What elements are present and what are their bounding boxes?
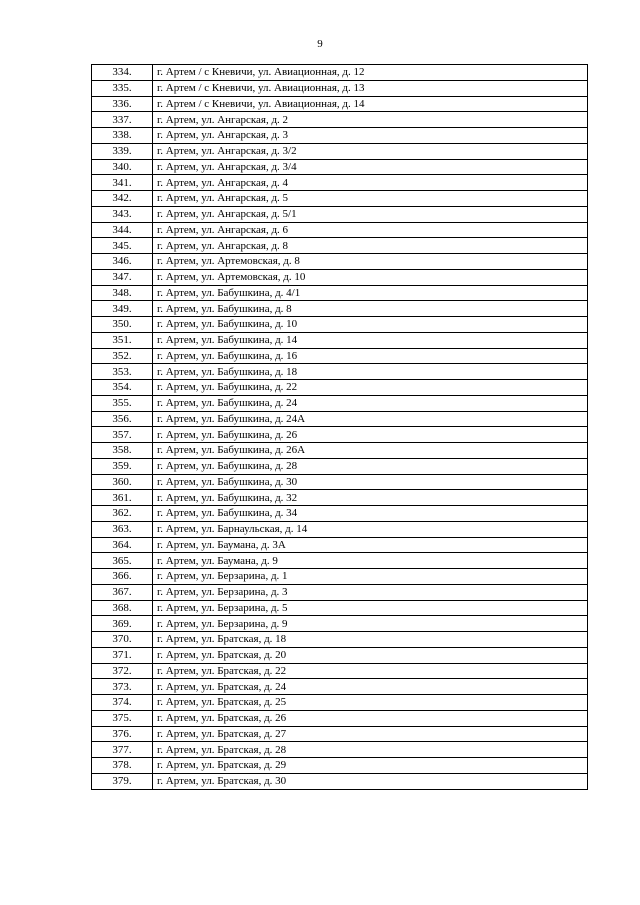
row-number: 335. bbox=[92, 80, 153, 96]
table-row bbox=[92, 301, 588, 317]
row-number: 341. bbox=[92, 175, 153, 191]
table-row bbox=[92, 443, 588, 459]
row-address: г. Артем, ул. Ангарская, д. 5 bbox=[153, 191, 588, 207]
table-row bbox=[92, 175, 588, 191]
table-row bbox=[92, 474, 588, 490]
row-number: 343. bbox=[92, 206, 153, 222]
table-row bbox=[92, 222, 588, 238]
row-number: 354. bbox=[92, 380, 153, 396]
row-number: 357. bbox=[92, 427, 153, 443]
row-number: 340. bbox=[92, 159, 153, 175]
row-address: г. Артем, ул. Ангарская, д. 6 bbox=[153, 222, 588, 238]
table-row bbox=[92, 647, 588, 663]
row-number: 359. bbox=[92, 458, 153, 474]
table-row bbox=[92, 254, 588, 270]
table-row bbox=[92, 742, 588, 758]
row-address: г. Артем, ул. Баумана, д. 9 bbox=[153, 553, 588, 569]
row-address: г. Артем, ул. Ангарская, д. 3/4 bbox=[153, 159, 588, 175]
table-row bbox=[92, 695, 588, 711]
row-number: 372. bbox=[92, 663, 153, 679]
table-row bbox=[92, 679, 588, 695]
row-number: 351. bbox=[92, 332, 153, 348]
row-address: г. Артем, ул. Бабушкина, д. 14 bbox=[153, 332, 588, 348]
table-row bbox=[92, 269, 588, 285]
row-number: 378. bbox=[92, 758, 153, 774]
row-number: 376. bbox=[92, 726, 153, 742]
table-row bbox=[92, 726, 588, 742]
row-address: г. Артем, ул. Бабушкина, д. 34 bbox=[153, 506, 588, 522]
row-address: г. Артем, ул. Берзарина, д. 3 bbox=[153, 584, 588, 600]
row-address: г. Артем, ул. Ангарская, д. 3/2 bbox=[153, 143, 588, 159]
table-row bbox=[92, 364, 588, 380]
table-row bbox=[92, 616, 588, 632]
row-number: 362. bbox=[92, 506, 153, 522]
row-address: г. Артем, ул. Бабушкина, д. 4/1 bbox=[153, 285, 588, 301]
row-address: г. Артем, ул. Берзарина, д. 9 bbox=[153, 616, 588, 632]
table-row bbox=[92, 348, 588, 364]
row-number: 347. bbox=[92, 269, 153, 285]
row-number: 371. bbox=[92, 647, 153, 663]
row-address: г. Артем, ул. Ангарская, д. 5/1 bbox=[153, 206, 588, 222]
row-address: г. Артем / с Кневичи, ул. Авиационная, д. 14 bbox=[153, 96, 588, 112]
table-row bbox=[92, 159, 588, 175]
table-row bbox=[92, 380, 588, 396]
row-address: г. Артем, ул. Братская, д. 18 bbox=[153, 632, 588, 648]
row-number: 348. bbox=[92, 285, 153, 301]
row-address: г. Артем, ул. Бабушкина, д. 24А bbox=[153, 411, 588, 427]
table-row bbox=[92, 285, 588, 301]
row-number: 363. bbox=[92, 521, 153, 537]
row-number: 349. bbox=[92, 301, 153, 317]
row-number: 344. bbox=[92, 222, 153, 238]
table-row bbox=[92, 238, 588, 254]
row-number: 358. bbox=[92, 443, 153, 459]
row-address: г. Артем, ул. Братская, д. 28 bbox=[153, 742, 588, 758]
table-row bbox=[92, 206, 588, 222]
row-address: г. Артем, ул. Братская, д. 22 bbox=[153, 663, 588, 679]
table-row bbox=[92, 458, 588, 474]
row-address: г. Артем, ул. Братская, д. 27 bbox=[153, 726, 588, 742]
row-number: 367. bbox=[92, 584, 153, 600]
row-number: 375. bbox=[92, 710, 153, 726]
row-address: г. Артем, ул. Бабушкина, д. 26 bbox=[153, 427, 588, 443]
row-number: 366. bbox=[92, 569, 153, 585]
row-address: г. Артем, ул. Артемовская, д. 8 bbox=[153, 254, 588, 270]
row-number: 345. bbox=[92, 238, 153, 254]
row-address: г. Артем, ул. Братская, д. 26 bbox=[153, 710, 588, 726]
row-address: г. Артем, ул. Ангарская, д. 2 bbox=[153, 112, 588, 128]
row-number: 337. bbox=[92, 112, 153, 128]
address-table-body bbox=[92, 65, 588, 790]
row-number: 379. bbox=[92, 773, 153, 789]
row-address: г. Артем, ул. Братская, д. 30 bbox=[153, 773, 588, 789]
row-number: 370. bbox=[92, 632, 153, 648]
row-number: 374. bbox=[92, 695, 153, 711]
table-row bbox=[92, 112, 588, 128]
table-row bbox=[92, 490, 588, 506]
row-number: 353. bbox=[92, 364, 153, 380]
row-address: г. Артем, ул. Братская, д. 20 bbox=[153, 647, 588, 663]
row-address: г. Артем, ул. Бабушкина, д. 24 bbox=[153, 395, 588, 411]
row-address: г. Артем, ул. Ангарская, д. 4 bbox=[153, 175, 588, 191]
table-row bbox=[92, 191, 588, 207]
row-address: г. Артем, ул. Берзарина, д. 1 bbox=[153, 569, 588, 585]
address-table bbox=[91, 64, 588, 790]
row-number: 350. bbox=[92, 317, 153, 333]
row-number: 352. bbox=[92, 348, 153, 364]
table-row bbox=[92, 395, 588, 411]
page-number: 9 bbox=[317, 38, 323, 50]
row-address: г. Артем, ул. Барнаульская, д. 14 bbox=[153, 521, 588, 537]
row-address: г. Артем, ул. Берзарина, д. 5 bbox=[153, 600, 588, 616]
table-row bbox=[92, 332, 588, 348]
row-number: 346. bbox=[92, 254, 153, 270]
row-number: 369. bbox=[92, 616, 153, 632]
table-row bbox=[92, 710, 588, 726]
table-row bbox=[92, 553, 588, 569]
table-row bbox=[92, 663, 588, 679]
table-row bbox=[92, 521, 588, 537]
table-row bbox=[92, 584, 588, 600]
table-row bbox=[92, 128, 588, 144]
row-address: г. Артем, ул. Бабушкина, д. 16 bbox=[153, 348, 588, 364]
table-row bbox=[92, 632, 588, 648]
row-address: г. Артем, ул. Бабушкина, д. 22 bbox=[153, 380, 588, 396]
row-number: 336. bbox=[92, 96, 153, 112]
row-address: г. Артем, ул. Баумана, д. 3А bbox=[153, 537, 588, 553]
row-address: г. Артем, ул. Братская, д. 29 bbox=[153, 758, 588, 774]
row-address: г. Артем, ул. Бабушкина, д. 26А bbox=[153, 443, 588, 459]
row-number: 338. bbox=[92, 128, 153, 144]
table-row bbox=[92, 600, 588, 616]
row-address: г. Артем, ул. Бабушкина, д. 30 bbox=[153, 474, 588, 490]
row-address: г. Артем / с Кневичи, ул. Авиационная, д. 13 bbox=[153, 80, 588, 96]
row-number: 360. bbox=[92, 474, 153, 490]
row-number: 355. bbox=[92, 395, 153, 411]
row-number: 342. bbox=[92, 191, 153, 207]
row-address: г. Артем / с Кневичи, ул. Авиационная, д. 12 bbox=[153, 65, 588, 81]
table-row bbox=[92, 411, 588, 427]
table-row bbox=[92, 569, 588, 585]
row-address: г. Артем, ул. Бабушкина, д. 28 bbox=[153, 458, 588, 474]
row-number: 368. bbox=[92, 600, 153, 616]
table-row bbox=[92, 427, 588, 443]
row-address: г. Артем, ул. Бабушкина, д. 32 bbox=[153, 490, 588, 506]
row-address: г. Артем, ул. Братская, д. 24 bbox=[153, 679, 588, 695]
row-address: г. Артем, ул. Братская, д. 25 bbox=[153, 695, 588, 711]
row-address: г. Артем, ул. Бабушкина, д. 10 bbox=[153, 317, 588, 333]
row-number: 334. bbox=[92, 65, 153, 81]
table-row bbox=[92, 65, 588, 81]
table-row bbox=[92, 143, 588, 159]
table-row bbox=[92, 80, 588, 96]
row-number: 373. bbox=[92, 679, 153, 695]
row-number: 339. bbox=[92, 143, 153, 159]
row-address: г. Артем, ул. Ангарская, д. 3 bbox=[153, 128, 588, 144]
row-number: 356. bbox=[92, 411, 153, 427]
table-row bbox=[92, 506, 588, 522]
table-row bbox=[92, 773, 588, 789]
row-number: 377. bbox=[92, 742, 153, 758]
row-address: г. Артем, ул. Бабушкина, д. 8 bbox=[153, 301, 588, 317]
table-row bbox=[92, 96, 588, 112]
row-address: г. Артем, ул. Ангарская, д. 8 bbox=[153, 238, 588, 254]
row-address: г. Артем, ул. Артемовская, д. 10 bbox=[153, 269, 588, 285]
table-row bbox=[92, 537, 588, 553]
row-address: г. Артем, ул. Бабушкина, д. 18 bbox=[153, 364, 588, 380]
table-row bbox=[92, 758, 588, 774]
row-number: 365. bbox=[92, 553, 153, 569]
row-number: 361. bbox=[92, 490, 153, 506]
table-row bbox=[92, 317, 588, 333]
row-number: 364. bbox=[92, 537, 153, 553]
